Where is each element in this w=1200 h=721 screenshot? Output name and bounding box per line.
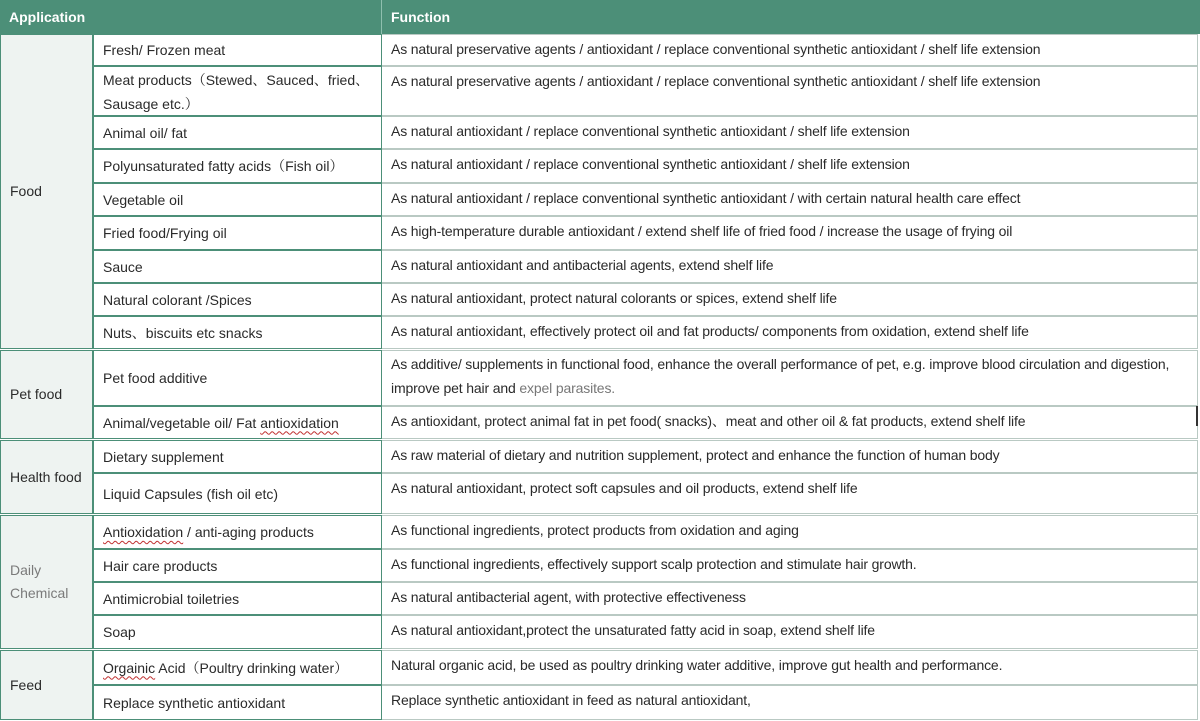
table-row	[93, 406, 1198, 439]
application-cell: Sauce	[93, 250, 382, 283]
application-cell: Nuts、biscuits etc snacks	[93, 316, 382, 349]
table-row	[93, 685, 1198, 720]
application-cell: Polyunsaturated fatty acids（Fish oil）	[93, 149, 382, 183]
application-cell	[93, 406, 382, 439]
function-cell: As natural antibacterial agent, with protective effectiveness	[382, 582, 1198, 615]
category-feed	[0, 650, 93, 720]
function-cell: As high-temperature durable antioxidant / extend shelf life of fried food / increase the usage of frying oil	[382, 216, 1198, 250]
application-cell: Antimicrobial toiletries	[93, 582, 382, 615]
table-row	[93, 149, 1198, 183]
application-cell: Animal oil/ fat	[93, 116, 382, 149]
application-text-line: Sausage etc.）	[103, 96, 199, 112]
application-cell: Fried food/Frying oil	[93, 216, 382, 250]
application-cell	[93, 66, 382, 116]
application-cell: Hair care products	[93, 549, 382, 582]
column-header-function: Function	[382, 0, 1200, 34]
function-cell: As functional ingredients, protect products from oxidation and aging	[382, 515, 1198, 549]
function-cell: As natural antioxidant / replace conventional synthetic antioxidant / with certain natural health care effect	[382, 183, 1198, 216]
table-row	[93, 34, 1198, 66]
function-cell	[382, 350, 1198, 406]
application-cell	[93, 650, 382, 685]
table-row	[93, 316, 1198, 349]
application-cell: Dietary supplement	[93, 440, 382, 473]
application-cell: Vegetable oil	[93, 183, 382, 216]
function-cell: As raw material of dietary and nutrition supplement, protect and enhance the function of human body	[382, 440, 1198, 473]
category-label-line: Chemical	[10, 585, 69, 601]
function-cell: Natural organic acid, be used as poultry drinking water additive, improve gut health and performance.	[382, 650, 1198, 685]
function-text-line	[391, 376, 1188, 400]
table-row	[93, 350, 1198, 406]
application-cell: Natural colorant /Spices	[93, 283, 382, 316]
function-text: expel parasites.	[519, 380, 616, 396]
table-row	[93, 650, 1198, 685]
table-row	[93, 440, 1198, 473]
category-label: Feed	[10, 676, 42, 693]
function-cell: As natural antioxidant / replace conventional synthetic antioxidant / shelf life extension	[382, 149, 1198, 183]
function-cell: As natural preservative agents / antioxidant / replace conventional synthetic antioxidant / shelf life extension	[382, 34, 1198, 66]
function-text: improve pet hair and	[391, 380, 520, 396]
function-cell: As natural antioxidant and antibacterial agents, extend shelf life	[382, 250, 1198, 283]
application-cell: Pet food additive	[93, 350, 382, 406]
table-row	[93, 183, 1198, 216]
application-text-line: Meat products（Stewed、Sauced、fried、	[103, 72, 370, 88]
function-cell: As natural antioxidant / replace conventional synthetic antioxidant / shelf life extension	[382, 116, 1198, 149]
function-text-line: As additive/ supplements in functional food, enhance the overall performance of pet, e.g. improve blood circulation and digestion,	[391, 356, 1170, 372]
category-food	[0, 34, 93, 349]
category-daily-chemical	[0, 515, 93, 649]
table-row	[93, 250, 1198, 283]
function-cell: As natural preservative agents / antioxidant / replace conventional synthetic antioxidant / shelf life extension	[382, 66, 1198, 116]
application-text: Orgainic	[103, 659, 156, 676]
application-text: Animal/vegetable oil/ Fat	[103, 414, 261, 431]
function-cell: As antioxidant, protect animal fat in pet food( snacks)、meat and other oil & fat products, extend shelf life	[382, 406, 1198, 439]
application-cell: Replace synthetic antioxidant	[93, 685, 382, 720]
application-cell: Liquid Capsules (fish oil etc)	[93, 473, 382, 514]
table-row	[93, 549, 1198, 582]
category-label: Health food	[10, 468, 82, 485]
column-header-application: Application	[0, 0, 382, 34]
application-cell: Soap	[93, 615, 382, 649]
category-health-food	[0, 440, 93, 514]
application-text: antioxidation	[260, 414, 339, 431]
category-label-line: Daily	[10, 562, 42, 578]
category-pet-food	[0, 350, 93, 439]
category-label: Pet food	[10, 386, 63, 402]
text-cursor-mark	[1196, 406, 1198, 426]
table-row	[93, 66, 1198, 116]
function-cell: Replace synthetic antioxidant in feed as natural antioxidant,	[382, 685, 1198, 720]
application-text: / anti-aging products	[183, 524, 314, 540]
application-text: Acid（Poultry drinking water）	[155, 659, 349, 676]
table-row	[93, 615, 1198, 649]
application-cell	[93, 515, 382, 549]
table-row	[93, 116, 1198, 149]
application-cell: Fresh/ Frozen meat	[93, 34, 382, 66]
function-cell: As natural antioxidant, effectively protect oil and fat products/ components from oxidation, extend shelf life	[382, 316, 1198, 349]
category-label: Food	[10, 183, 42, 199]
table-row	[93, 515, 1198, 549]
function-cell: As natural antioxidant,protect the unsaturated fatty acid in soap, extend shelf life	[382, 615, 1198, 649]
function-cell: As natural antioxidant, protect soft capsules and oil products, extend shelf life	[382, 473, 1198, 514]
table-row	[93, 216, 1198, 250]
function-cell: As functional ingredients, effectively support scalp protection and stimulate hair growth.	[382, 549, 1198, 582]
application-text: Antioxidation	[103, 524, 184, 540]
table-row	[93, 283, 1198, 316]
function-cell: As natural antioxidant, protect natural colorants or spices, extend shelf life	[382, 283, 1198, 316]
table-row	[93, 582, 1198, 615]
table-row	[93, 473, 1198, 514]
